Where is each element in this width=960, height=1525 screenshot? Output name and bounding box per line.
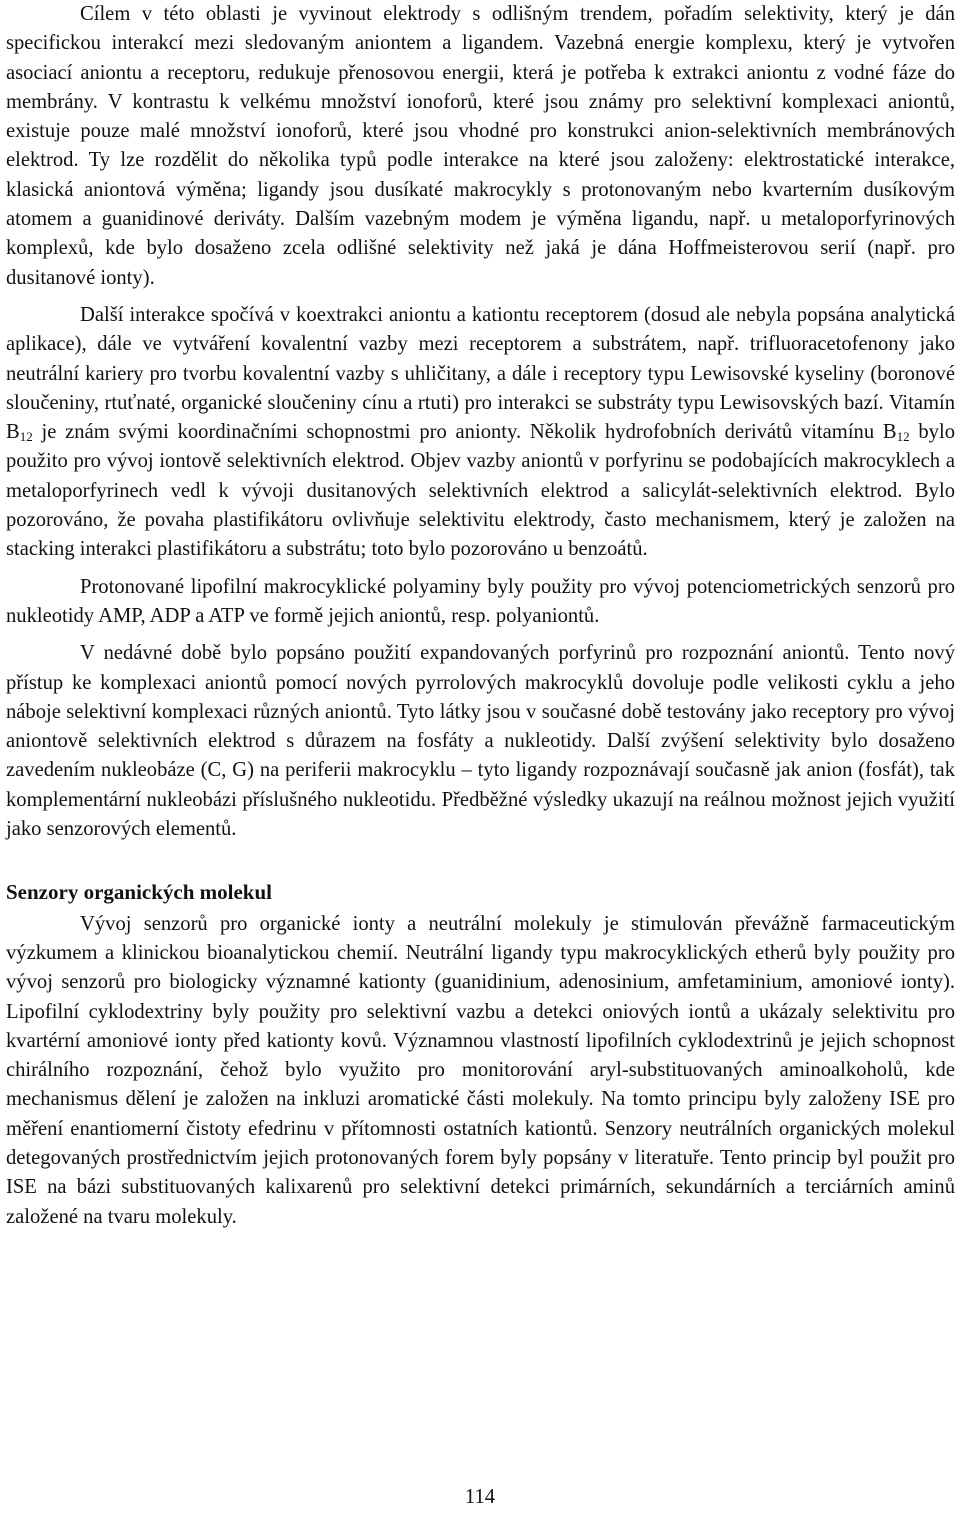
vitamin-b12-subscript: 12	[19, 429, 33, 445]
paragraph-coextraction-end: bylo použito pro vývoj iontově selektivních elektrod. Objev vazby aniontů v porfyrinu se podobajících makrocyklech a metaloporfyrinech vedl k vývoji dusitanových selektivních elektrod a salicylát-selektivních elektrod. Bylo pozorováno, že povaha plastifikátoru ovlivňuje selektivitu elektrody, často mechanismem, který je založen na stacking interakci plastifikátoru a substrátu; toto bylo pozorováno u benzoátů.	[6, 421, 955, 561]
paragraph-coextraction	[6, 301, 955, 565]
vitamin-b12-subscript-2: 12	[896, 429, 910, 445]
page-number: 114	[464, 1486, 496, 1508]
document-page	[6, 0, 955, 1232]
paragraph-coextraction-middle: je znám svými koordinačními schopnostmi pro anionty. Několik hydrofobních derivátů vitamínu B	[32, 421, 897, 444]
paragraph-organic-molecule-sensors: Vývoj senzorů pro organické ionty a neutrální molekuly je stimulován převážně farmaceutickým výzkumem a klinickou bioanalytickou chemií. Neutrální ligandy typu makrocyklických etherů byly použity pro vývoj senzorů pro biologicky významné kationty (guanidinium, adenosinium, amfetaminium, amoniové ionty). Lipofilní cyklodextriny byly použity pro selektivní vazbu a detekci oniových iontů a ukázaly selektivitu pro kvartérní amoniové ionty před kationty kovů. Významnou vlastností lipofilních cyklodextrinů je jejich schopnost chirálního rozpoznání, čehož bylo využito pro monitorování aryl-substituovaných aminoalkoholů, kde mechanismus dělení je založen na inkluzi aromatické části molekuly. Na tomto principu byly založeny ISE pro měření enantiomerní čistoty efedrinu v přítomnosti ostatních kationtů. Senzory neutrálních organických molekul detegovaných prostřednictvím jejich protonovaných forem byly popsány v literatuře. Tento princip byl použit pro ISE na bázi substituovaných kalixarenů pro selektivní detekci primárních, sekundárních a terciárních aminů založené na tvaru molekuly.	[6, 912, 955, 1228]
paragraph-anion-selective-electrodes: Cílem v této oblasti je vyvinout elektrody s odlišným trendem, pořadím selektivity, který je dán specifickou interakcí mezi sledovaným aniontem a ligandem. Vazebná energie komplexu, který je vytvořen asociací aniontu a receptoru, redukuje přenosovou energii, která je potřeba k extrakci aniontu z vodné fáze do membrány. V kontrastu k velkému množství ionoforů, které jsou známy pro selektivní komplexaci aniontů, existuje pouze malé množství ionoforů, které jsou vhodné pro konstrukci anion-selektivních membránových elektrod. Ty lze rozdělit do několika typů podle interakce na které jsou založeny: elektrostatické interakce, klasická aniontová výměna; ligandy jsou dusíkaté makrocykly s protonovaným nebo kvarterním dusíkovým atomem a guanidinové deriváty. Dalším vazebným modem je výměna ligandu, např. u metaloporfyrinových komplexů, kde bylo dosaženo zcela odlišné selektivity než jaká je dána Hoffmeisterovou serií (např. pro dusitanové ionty).	[6, 3, 955, 289]
paragraph-expanded-porphyrins: V nedávné době bylo popsáno použití expandovaných porfyrinů pro rozpoznání aniontů. Tento nový přístup ke komplexaci aniontů pomocí nových pyrrolových makrocyklů dovoluje podle velikosti cyklu a jeho náboje selektivní komplexaci různých aniontů. Tyto látky jsou v současné době testovány jako receptory pro vývoj aniontově selektivních elektrod s důrazem na fosfáty a nukleotidy. Další zvýšení selektivity bylo dosaženo zavedením nukleobáze (C, G) na periferii makrocyklu – tyto ligandy rozpoznávají současně jak anion (fosfát), tak komplementární nukleobázi příslušného nukleotidu. Předběžné výsledky ukazují na reálnou možnost jejich využití jako senzorových elementů.	[6, 642, 955, 841]
section-heading: Senzory organických molekul	[6, 880, 272, 905]
paragraph-coextraction-start: Další interakce spočívá v koextrakci aniontu a kationtu receptorem (dosud ale nebyla popsána analytická aplikace), dále ve vytváření kovalentní vazby mezi receptorem a substrátem, např. trifluoracetofenony jako neutrální kariery pro tvorbu kovalentní vazby s uhličitany, a dále i receptory typu Lewisovské kyseliny (boronové sloučeniny, rtuťnaté, organické sloučeniny cínu a rtuti) pro interakci se substráty typu Lewisovských bazí. Vitamín B	[6, 303, 955, 444]
paragraph-polyamines: Protonované lipofilní makrocyklické polyaminy byly použity pro vývoj potenciometrických senzorů pro nukleotidy AMP, ADP a ATP ve formě jejich aniontů, resp. polyaniontů.	[6, 575, 955, 627]
